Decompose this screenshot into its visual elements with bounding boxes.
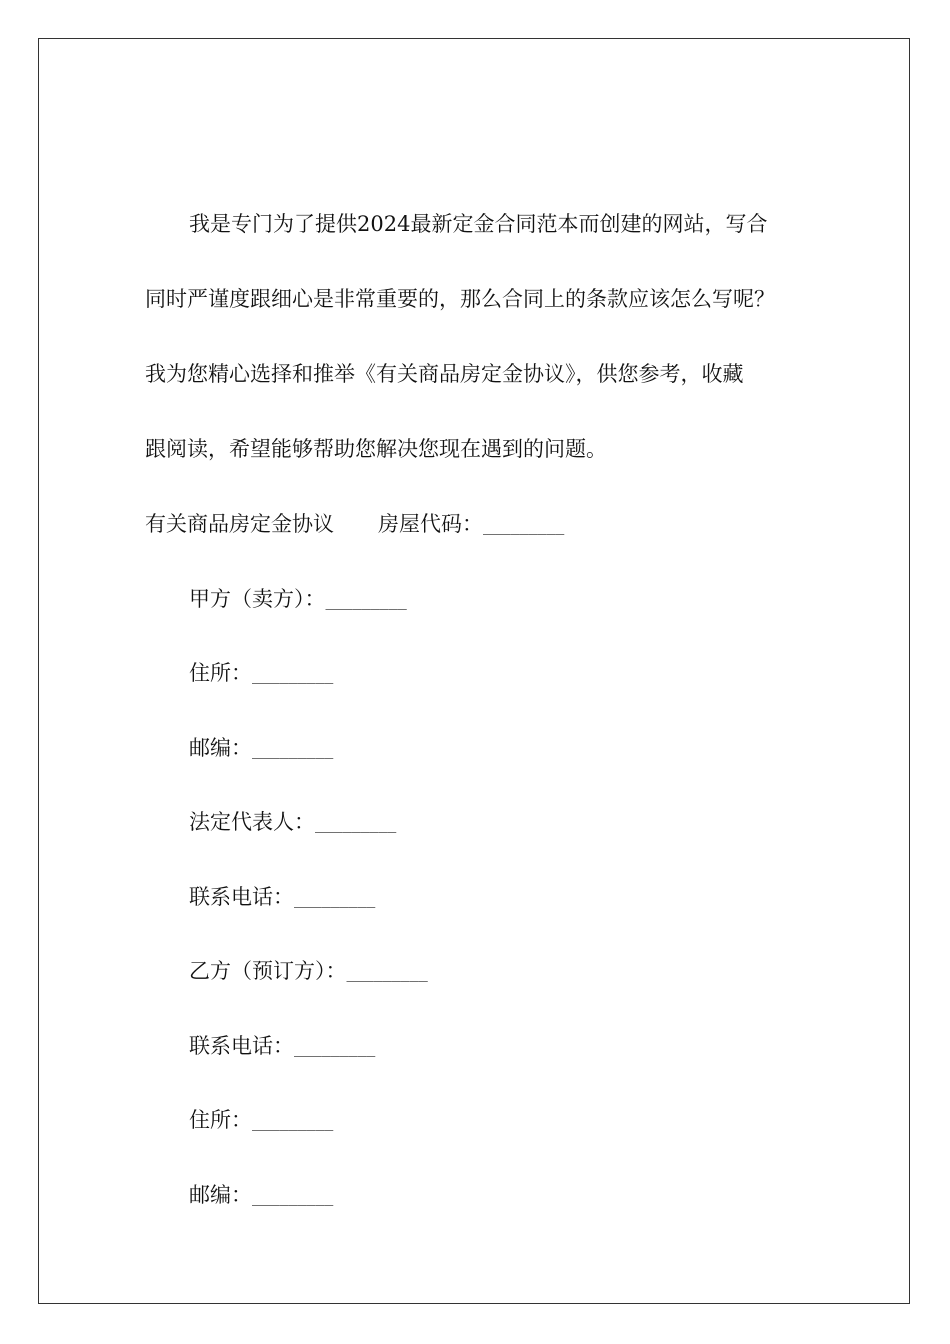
field-blank: _________ [252,1187,334,1206]
field-label: 法定代表人： [189,810,315,834]
field-seller-address [145,647,805,722]
field-label: 联系电话： [189,884,294,909]
intro-paragraph-line: 同时严谨度跟细心是非常重要的，那么合同上的条款应该怎么写呢？ [145,287,775,311]
intro-paragraph-line: 跟阅读，希望能够帮助您解决您现在遇到的问题。 [145,437,607,461]
field-blank: _________ [346,964,428,982]
field-blank: _________ [252,666,334,684]
field-blank: _________ [252,1113,334,1131]
field-blank: _________ [252,740,334,759]
field-blank: _________ [315,815,397,833]
field-buyer-phone [145,1020,805,1095]
field-seller [145,573,805,648]
field-label: 乙方（预订方）： [189,959,347,983]
intro-paragraph-line: 我是专门为了提供2024最新定金合同范本而创建的网站，写合 [189,212,768,236]
field-label: 邮编： [189,1182,252,1207]
field-blank: _________ [294,1038,376,1057]
field-label: 邮编： [189,735,252,760]
agreement-title: 有关商品房定金协议 [145,512,334,536]
house-code-label: 房屋代码： [378,512,483,536]
field-blank: _________ [294,889,376,908]
field-legal-representative [145,796,805,871]
field-label: 联系电话： [189,1033,294,1058]
field-label: 住所： [189,1108,252,1132]
field-seller-postcode [145,722,805,797]
intro-paragraph-line: 我为您精心选择和推举《有关商品房定金协议》，供您参考，收藏 [145,362,744,386]
field-buyer-postcode [145,1169,805,1244]
field-buyer [145,945,805,1020]
house-code-blank: _________ [483,517,565,535]
field-seller-phone [145,871,805,946]
agreement-title-line [145,498,805,573]
document-body [145,198,805,1243]
field-label: 甲方（卖方）： [189,586,326,611]
field-buyer-address [145,1094,805,1169]
field-blank: _________ [325,591,407,610]
field-label: 住所： [189,661,252,685]
